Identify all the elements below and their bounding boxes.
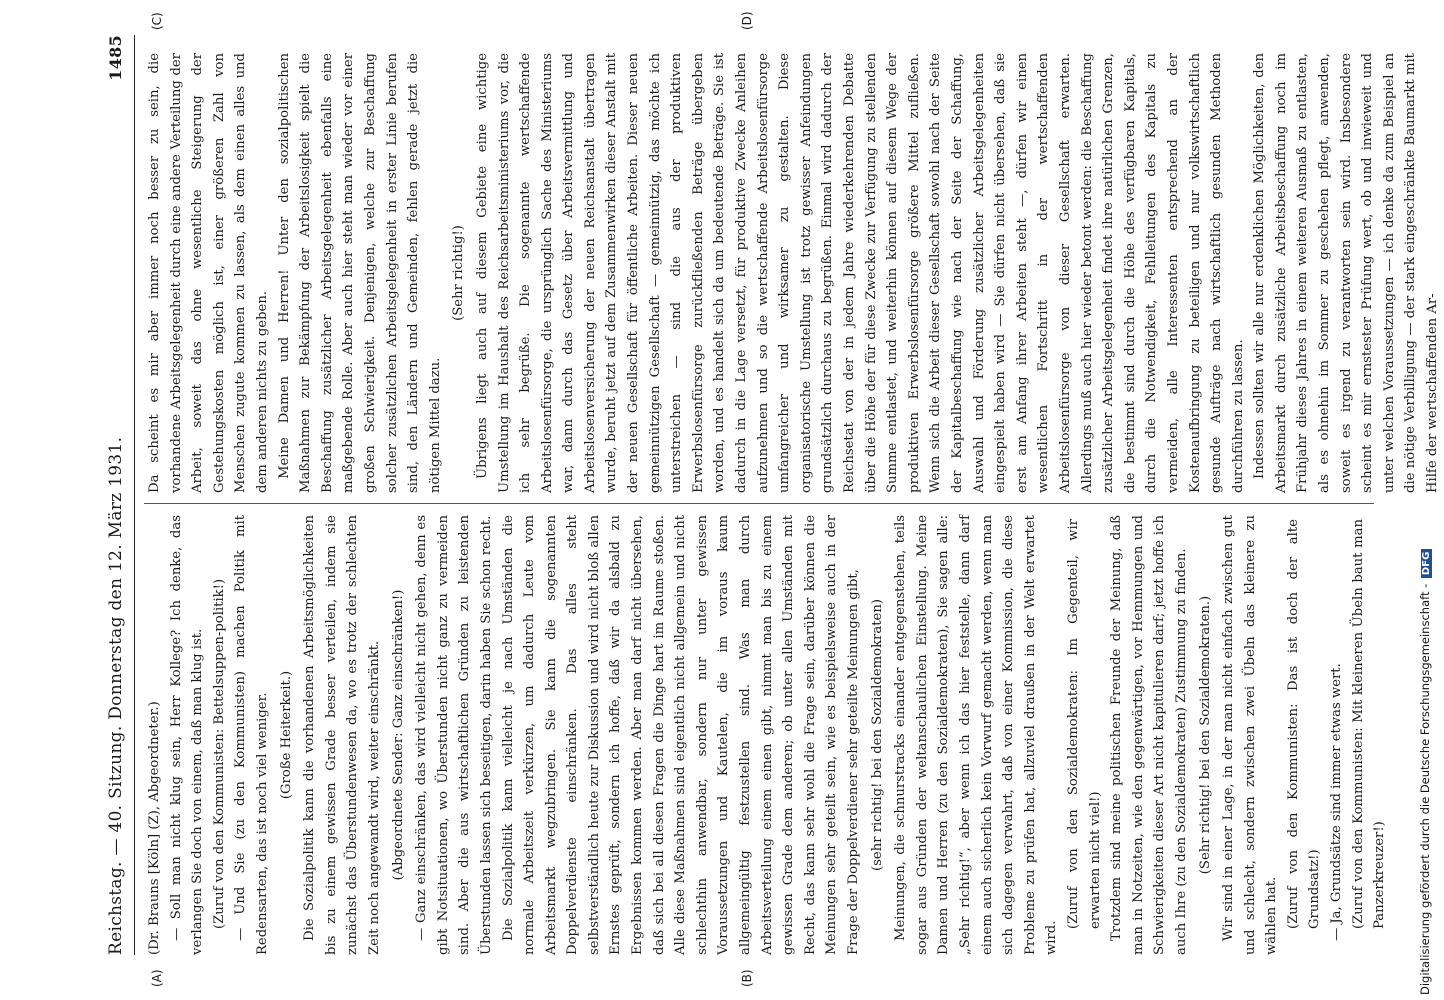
interjection: (Zuruf von den Kommunisten: Das ist doch der alte Grundsatz!) xyxy=(1285,519,1323,929)
interjection: (Zuruf von den Kommunisten: Mit kleineren Übeln baut man Panzerkreuzer!) xyxy=(1350,519,1388,929)
credit-text: Digitalisierung gefördert durch die Deutsche Forschungsgemeinschaft - xyxy=(1418,583,1432,995)
page-number: 1485 xyxy=(106,35,125,81)
left-column xyxy=(144,515,1391,955)
header-title: Reichstag. — 40. Sitzung. Donnerstag den 12. März 1931. xyxy=(106,436,126,955)
margin-marker-c: (C) xyxy=(150,12,164,30)
digitization-credit xyxy=(1418,549,1432,995)
paragraph: Wir sind in einer Lage, in der man nicht einfach zwischen gut und schlecht, sondern zwischen zwei Übeln das kleinere zu wählen hat. xyxy=(1221,515,1280,955)
paragraph: Die Sozialpolitik kann vielleicht je nach Umständen die normale Arbeitszeit verkürzen, um dadurch Leute vom Arbeitsmarkt wegzubringen. Sie kann die sogenannten Doppelverdienste einschränken. Das alles steht selbstverständlich heute zur Diskussion und wird nicht bloß allen Ernstes geprüft, sondern ich hoffe, daß wir da alsbald zu Ergebnissen kommen werden. Aber man darf nicht übersehen, daß sich bei all diesen Fragen die Dinge hart im Raume stoßen. Alle diese Maßnahmen sind eigentlich nicht allgemein und nicht schlechthin anwendbar, sondern nur unter gewissen Voraussetzungen und Kautelen, die im voraus kaum allgemeingültig festzustellen sind. Was man durch Arbeitsverteilung einem einen gibt, nimmt man bis zu einem gewissen Grade dem anderen; ob unter allen Umständen mit Recht, das kann sehr wohl die Frage sein, darüber können die Meinungen sehr geteilt sein, wie es beispielsweise auch in der Frage der Doppelverdiener sehr geteilte Meinungen gibt, xyxy=(500,515,861,955)
paragraph: Übrigens liegt auch auf diesem Gebiete eine wichtige Umstellung im Haushalt des Reichsarbeitsministeriums vor, die ich sehr begrüße. Die sogenannte wertschaffende Arbeitslosenfürsorge, die ursprünglich Sache des Ministeriums war, dann durch das Gesetz über Arbeitsvermittlung und Arbeitslosenversicherung der neuen Reichsanstalt übertragen wurde, beruht jetzt auf dem Zusammenwirken dieser Anstalt mit der neuen Gesellschaft für öffentliche Arbeiten. Dieser neuen gemeinnützigen Gesellschaft — gemeinnützig, das möchte ich unterstreichen — sind die aus der produktiven Erwerbslosenfürsorge zurückfließenden Beträge übergeben worden, und es handelt sich da um bedeutende Beträge. Sie ist dadurch in die Lage versetzt, für produktive Zwecke Anleihen aufzunehmen und so die wertschaffende Arbeitslosenfürsorge umfangreicher und wirksamer zu gestalten. Diese organisatorische Umstellung ist trotz gewisser Anfeindungen grundsätzlich durchaus zu begrüßen. Einmal wird dadurch der Reichsetat von der in jedem Jahre wiederkehrenden Debatte über die Höhe der für diese Zwecke zur Verfügung zu stellenden Summe entlastet, und weiterhin können auf diesem Wege der produktiven Erwerbslosenfürsorge größere Mittel zufließen. Wenn sich die Arbeit dieser Gesellschaft sowohl nach der Seite der Kapitalbeschaffung wie nach der Seite der Schaffung, Auswahl und Förderung zusätzlicher Arbeitsgelegenheiten eingespielt haben wird — Sie dürfen nicht übersehen, daß sie erst am Anfang ihrer Arbeiten steht —, dürfen wir einen wesentlichen Fortschritt in der wertschaffenden Arbeitslosenfürsorge von dieser Gesellschaft erwarten. Allerdings muß auch hier wieder betont werden: die Beschaffung zusätzlicher Arbeitsgelegenheit findet ihre natürlichen Grenzen, die bestimmt sind durch die Höhe des verfügbaren Kapitals, durch die Notwendigkeit, Fehlleitungen des Kapitals zu vermeiden, alle Interessenten entsprechend an der Kostenaufbringung zu beteiligen und nur volkswirtschaftlich gesunde Aufträge nach wirtschaftlich gesunden Methoden durchführen zu lassen. xyxy=(474,53,1246,493)
paragraph: — Und Sie (zu den Kommunisten) machen Politik mit Redensarten, das ist noch viel weniger. xyxy=(233,515,270,955)
paragraph: Da scheint es mir aber immer noch besser zu sein, die vorhandene Arbeitsgelegenheit durch eine andere Verteilung der Arbeit, soweit das ohne wesentliche Steigerung der Gestehungskosten möglich ist, einer größeren Zahl von Menschen zugute kommen zu lassen, als dem einen alles und dem anderen nichts zu geben. xyxy=(147,53,270,493)
paragraph: Meine Damen und Herren! Unter den sozialpolitischen Maßnahmen zur Bekämpfung der Arbeitslosigkeit spielt die Beschaffung zusätzlicher Arbeitsgelegenheit ebenfalls eine maßgebende Rolle. Aber auch hier steht man wieder vor einer großen Schwierigkeit. Denjenigen, welche zur Beschaffung solcher zusätzlichen Arbeitsgelegenheit in erster Linie berufen sind, den Ländern und Gemeinden, fehlen gerade jetzt die nötigen Mittel dazu. xyxy=(276,53,443,493)
paragraph: (Dr. Brauns [Köln] (Z), Abgeordneter.) xyxy=(147,701,162,955)
paragraph: Trotzdem sind meine politischen Freunde der Meinung, daß man in Notzeiten, wie den gegenwärtigen, vor Hemmungen und Schwierigkeiten dieser Art nicht kapitulieren darf; jetzt hoffe ich auch Ihre (zu den Sozialdemokraten) Zustimmung zu finden. xyxy=(1109,515,1189,955)
right-column xyxy=(144,53,1444,493)
margin-marker-d: (D) xyxy=(740,11,754,30)
interjection: (Sehr richtig!) xyxy=(451,225,467,321)
dfg-logo: DFG xyxy=(1421,549,1432,578)
interjection: (Große Heiterkeit.) xyxy=(278,670,294,800)
column-divider xyxy=(144,503,1374,504)
interjection: (Abgeordnete Sender: Ganz einschränken!) xyxy=(390,589,406,881)
paragraph: — Ja, Grundsätze sind immer etwas wert. xyxy=(1329,663,1345,941)
paragraph: — Soll man nicht klug sein, Herr Kollege? Ich denke, das verlangen Sie doch von einem, daß man klug ist. xyxy=(168,515,206,955)
margin-marker-b: (B) xyxy=(740,969,754,987)
interjection: (Zuruf von den Sozialdemokraten: Im Gegenteil, wir erwarten nicht viel!) xyxy=(1065,519,1103,929)
interjection: (Sehr richtig! bei den Sozialdemokraten.) xyxy=(1197,595,1213,875)
paragraph: Die Sozialpolitik kann die vorhandenen Arbeitsmöglichkeiten bis zu einem gewissen Grade besser verteilen, indem sie zunächst das Überstundenwesen da, wo es trotz der schlechten Zeit noch angewandt wird, weiter einschränkt. xyxy=(302,515,382,955)
margin-marker-a: (A) xyxy=(150,969,164,987)
paragraph: — Ganz einschränken, das wird vielleicht nicht gehen, denn es gibt Notsituationen, wo Überstunden nicht ganz zu vermeiden sind. Aber die aus wirtschaftlichen Gründen zu leistenden Überstunden lassen sich beseitigen, darin haben Sie schon recht. xyxy=(414,515,494,955)
page-header xyxy=(100,35,135,955)
paragraph: Meinungen, die schnurstracks einander entgegenstehen, teils sogar aus Gründen der weltanschaulichen Einstellung. Meine Damen und Herren (zu den Sozialdemokraten), Sie sagen alle: „Sehr richtig!“, aber wenn ich das hier feststelle, dann darf einem auch sicherlich kein Vorwurf gemacht werden, wenn man sich dagegen verwahrt, daß von einer Kommission, die diese Probleme zu prüfen hat, allzuviel draußen in der Welt erwartet wird. xyxy=(893,515,1060,955)
interjection: (Zuruf von den Kommunisten: Bettelsuppen-politik!) xyxy=(211,578,227,929)
interjection: (sehr richtig! bei den Sozialdemokraten) xyxy=(869,599,885,871)
paragraph: Indessen sollten wir alle nur erdenklichen Möglichkeiten, den Arbeitsmarkt durch zusätzliche Arbeitsbeschaffung noch im Frühjahr dieses Jahres in einem weiteren Ausmaß zu entlasten, als es ohnehin im Sommer zu geschehen pflegt, anwenden, soweit es irgend zu verantworten sein wird. Insbesondere scheint es mir ernstester Prüfung wert, ob und inwieweit und unter welchen Voraussetzungen — ich denke da zum Beispiel an die nötige Verbilligung — der stark eingeschränkte Baumarkt mit Hilfe der wertschaffenden Ar- xyxy=(1252,53,1441,493)
